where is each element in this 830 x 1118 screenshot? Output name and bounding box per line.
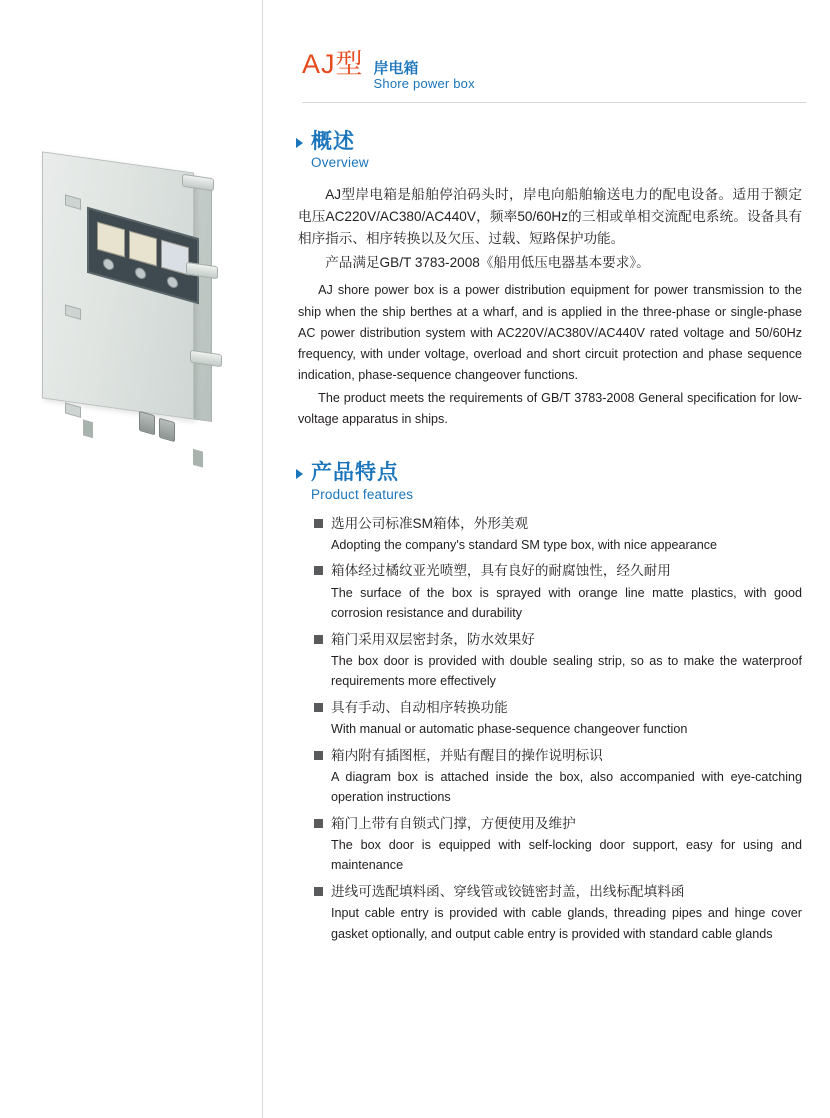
cable-gland-icon xyxy=(139,411,155,435)
square-bullet-icon xyxy=(314,887,323,896)
meter-icon xyxy=(129,231,157,267)
feature-text-cn: 箱门采用双层密封条，防水效果好 xyxy=(331,631,535,647)
section-overview-heading xyxy=(286,129,806,172)
feature-text-en: Adopting the company's standard SM type box, with nice appearance xyxy=(331,537,718,552)
feature-text-cn: 具有手动、自动相序转换功能 xyxy=(331,699,508,715)
list-item xyxy=(314,561,802,623)
overview-body xyxy=(286,184,806,430)
list-item xyxy=(314,882,802,944)
overview-paragraph-cn: AJ型岸电箱是船舶停泊码头时，岸电向船舶输送电力的配电设备。适用于额定电压AC220V/AC380/AC440V，频率50/60Hz的三相或单相交流配电系统。设备具有相序指示、相序转换以及欠压、过载、短路保护功能。 xyxy=(298,187,802,247)
meter-icon xyxy=(97,222,125,258)
list-item xyxy=(314,814,802,876)
feature-text-en: The box door is equipped with self-locking door support, easy for using and maintenance xyxy=(331,838,802,873)
square-bullet-icon xyxy=(314,703,323,712)
list-item xyxy=(314,630,802,692)
features-heading-en: Product features xyxy=(311,486,414,502)
cable-gland-icon xyxy=(159,418,175,442)
square-bullet-icon xyxy=(314,819,323,828)
feature-text-en: Input cable entry is provided with cable glands, threading pipes and hinge cover gasket optionally, and output cable entry is provided with standard cable glands xyxy=(331,906,802,941)
meter-icon xyxy=(161,240,189,276)
list-item xyxy=(314,746,802,808)
mounting-foot xyxy=(83,419,93,438)
square-bullet-icon xyxy=(314,751,323,760)
product-image-column xyxy=(0,0,262,1118)
overview-paragraph-en: AJ shore power box is a power distribution equipment for power transmission to the ship when the ship berthes at a wharf, and is applied in the three-phase or single-phase AC power distribution system with AC220V/AC380V/AC440V rated voltage and 50/60Hz frequency, with under voltage, overload and short circuit protection and phase sequence indication, phase-sequence changeover functions. xyxy=(298,283,802,382)
hinge-icon xyxy=(65,304,81,319)
knob-icon xyxy=(103,257,114,271)
mounting-foot xyxy=(193,449,203,468)
section-features-heading xyxy=(286,460,806,503)
square-bullet-icon xyxy=(314,519,323,528)
feature-text-cn: 箱内附有插图框，并贴有醒目的操作说明标识 xyxy=(331,747,603,763)
feature-text-en: A diagram box is attached inside the box, also accompanied with eye-catching operation instructions xyxy=(331,769,802,805)
feature-text-en: The surface of the box is sprayed with orange line matte plastics, with good corrosion resistance and durability xyxy=(331,585,802,621)
title-divider xyxy=(302,102,806,103)
hinge-icon xyxy=(65,402,81,417)
overview-heading-cn: 概述 xyxy=(311,130,355,154)
hinge-icon xyxy=(65,194,81,209)
knob-icon xyxy=(167,275,178,289)
knob-icon xyxy=(135,266,146,280)
product-photo xyxy=(14,140,246,440)
overview-paragraph-cn: 产品满足GB/T 3783-2008《船用低压电器基本要求》。 xyxy=(325,255,650,271)
feature-text-en: The box door is provided with double sealing strip, so as to make the waterproof requirements more effectively xyxy=(331,653,802,689)
product-name-en: Shore power box xyxy=(373,76,475,92)
feature-text-en: With manual or automatic phase-sequence changeover function xyxy=(331,722,688,737)
front-panel xyxy=(87,207,199,304)
feature-text-cn: 箱门上带有自锁式门撑，方便使用及维护 xyxy=(331,815,576,831)
product-name-cn: 岸电箱 xyxy=(373,60,419,77)
product-title-block xyxy=(286,42,806,92)
triangle-right-icon xyxy=(296,138,303,148)
product-model xyxy=(302,42,364,81)
square-bullet-icon xyxy=(314,635,323,644)
list-item xyxy=(314,514,802,556)
enclosure-body xyxy=(42,151,194,419)
feature-text-cn: 箱体经过橘纹亚光喷塑，具有良好的耐腐蚀性，经久耐用 xyxy=(331,563,671,579)
overview-heading-en: Overview xyxy=(311,155,369,171)
product-model-suffix: 型 xyxy=(335,49,364,79)
overview-paragraph-en: The product meets the requirements of GB/T 3783-2008 General specification for low-voltage apparatus in ships. xyxy=(298,391,802,427)
triangle-right-icon xyxy=(296,469,303,479)
list-item xyxy=(314,698,802,740)
features-heading-cn: 产品特点 xyxy=(311,461,399,485)
feature-text-cn: 进线可选配填料函、穿线管或铰链密封盖，出线标配填料函 xyxy=(331,883,685,899)
features-list xyxy=(286,514,806,944)
content-column xyxy=(262,0,830,1118)
feature-text-cn: 选用公司标准SM箱体，外形美观 xyxy=(331,515,529,531)
product-model-code: AJ xyxy=(302,49,336,79)
square-bullet-icon xyxy=(314,566,323,575)
